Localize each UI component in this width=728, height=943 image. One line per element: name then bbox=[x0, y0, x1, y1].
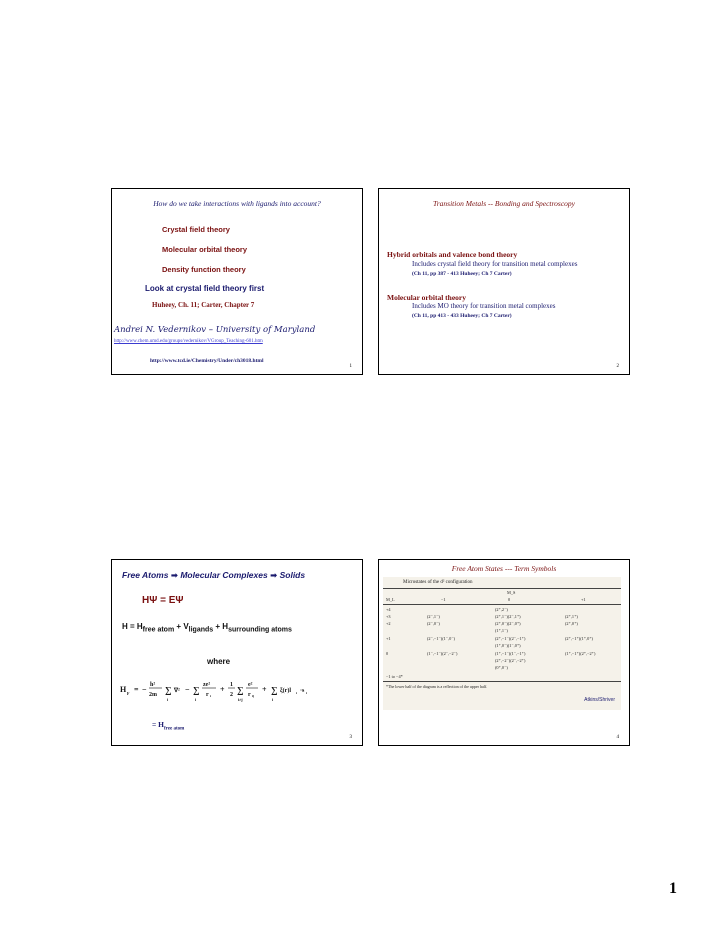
reference-link[interactable]: http://www.tcd.ie/Chemistry/Under/ch3018.html bbox=[150, 358, 264, 364]
arrow-icon: ➡ bbox=[270, 571, 278, 581]
slide-page-number: 4 bbox=[616, 735, 619, 740]
divider bbox=[383, 588, 621, 589]
svg-text:∑: ∑ bbox=[237, 685, 244, 695]
list-item: Crystal field theory bbox=[162, 225, 230, 234]
slide-3 bbox=[111, 559, 363, 746]
course-link[interactable]: http://www.chem.umd.edu/groups/vedernikov/VGroup_Teaching-601.htm bbox=[114, 339, 263, 344]
free-atom-label: = $H_{free atom}$ bbox=[152, 720, 185, 732]
svg-text:1: 1 bbox=[230, 682, 233, 688]
table-footnote: *The lower half of the diagram is a reflection of the upper half. bbox=[386, 684, 488, 689]
svg-text:+: + bbox=[262, 685, 267, 694]
svg-text:2m: 2m bbox=[149, 692, 157, 698]
section-heading: Molecular orbital theory bbox=[387, 293, 467, 302]
section-reference: (Ch 11, pp 413 - 433 Huheey; Ch 7 Carter) bbox=[412, 313, 512, 319]
table-header: 0 bbox=[508, 597, 511, 602]
slide-page-number: 2 bbox=[616, 364, 619, 369]
svg-text:∇²: ∇² bbox=[174, 688, 180, 694]
svg-text:F: F bbox=[127, 691, 130, 696]
slide-title bbox=[122, 570, 305, 581]
slide-title: Free Atom States --- Term Symbols bbox=[451, 564, 557, 573]
divider bbox=[383, 604, 621, 605]
svg-text:r: r bbox=[206, 692, 209, 698]
note-text: Look at crystal field theory first bbox=[145, 284, 265, 293]
svg-text:ξ(r)l: ξ(r)l bbox=[280, 688, 292, 694]
slide-page-number: 1 bbox=[349, 364, 352, 369]
svg-text:∑: ∑ bbox=[165, 685, 172, 695]
svg-text:i: i bbox=[167, 697, 169, 702]
table-header: −1 bbox=[441, 597, 446, 602]
svg-text:+: + bbox=[220, 685, 225, 694]
svg-text:·s: ·s bbox=[300, 688, 305, 694]
table-header-ms: M_S bbox=[507, 590, 516, 595]
schrodinger-equation: HΨ = EΨ bbox=[142, 595, 184, 606]
title-part: Solids bbox=[279, 570, 306, 580]
slide-title: Transition Metals -- Bonding and Spectroscopy bbox=[432, 199, 575, 208]
slide-page-number: 3 bbox=[349, 735, 352, 740]
svg-text:ze²: ze² bbox=[203, 682, 211, 688]
svg-text:i: i bbox=[272, 697, 274, 702]
section-subtext: Includes crystal field theory for transition metal complexes bbox=[412, 260, 578, 268]
svg-text:−: − bbox=[142, 685, 147, 694]
page-number: 1 bbox=[669, 880, 677, 897]
svg-text:r: r bbox=[248, 692, 251, 698]
svg-text:ij: ij bbox=[252, 694, 255, 698]
svg-text:i: i bbox=[306, 691, 307, 695]
slide-4 bbox=[378, 559, 630, 746]
title-part: Free Atoms bbox=[122, 570, 169, 580]
list-item: Molecular orbital theory bbox=[162, 245, 248, 254]
svg-text:−: − bbox=[185, 685, 190, 694]
svg-text:h²: h² bbox=[150, 682, 156, 688]
svg-text:e²: e² bbox=[248, 682, 253, 688]
svg-text:2: 2 bbox=[230, 692, 233, 698]
free-atom-hamiltonian-formula bbox=[120, 672, 360, 708]
divider bbox=[383, 681, 621, 682]
svg-text:=: = bbox=[134, 685, 139, 694]
table-header: +1 bbox=[581, 597, 586, 602]
svg-text:i: i bbox=[195, 697, 197, 702]
svg-text:∑: ∑ bbox=[193, 685, 200, 695]
svg-text:i: i bbox=[210, 694, 211, 698]
svg-text:H: H bbox=[120, 685, 127, 694]
section-subtext: Includes MO theory for transition metal complexes bbox=[412, 302, 556, 310]
svg-text:i≠j: i≠j bbox=[238, 697, 243, 702]
slide-1 bbox=[111, 188, 363, 375]
slide-2 bbox=[378, 188, 630, 375]
table-caption: Microstates of the d² configuration bbox=[403, 580, 473, 585]
arrow-icon: ➡ bbox=[170, 571, 178, 581]
reference-text: Huheey, Ch. 11; Carter, Chapter 7 bbox=[152, 301, 255, 309]
microstates-table-image: Microstates of the d² configuration M_S M_L −1 0 +1 +4 (2⁺,2⁻) +3 (2⁻,1⁻) (2⁺,1⁻)(2⁻,1⁺) (2⁺,1⁺) +2 (2⁻,0⁻) (2⁺,0⁻)(2⁻,0⁺) (2⁺,0⁺) (1⁺,1⁻) +1 (2⁻,−1⁻)(1⁻,0⁻) (2⁺,−1⁻)(2⁻,−1⁺) (2⁺,−1⁺)(1⁺,0⁺) (1⁺,0⁻)(1⁻,0⁺) 0 (1⁻,−1⁻)(2⁻,−2⁻) (1⁺,−1⁻)(1⁻,−1⁺) (1⁺,−1⁺)(2⁺,−2⁺) (2⁺,−2⁻)(2⁻,−2⁺) (0⁺,0⁻) −1 to −4* *The lower half of the diagram is a reflection of the upper half. bbox=[383, 577, 621, 710]
author-credit: Andrei N. Vedernikov – University of Maryland bbox=[114, 325, 316, 335]
svg-text:i: i bbox=[296, 691, 297, 695]
list-item: Density function theory bbox=[162, 265, 246, 274]
where-label: where bbox=[207, 657, 231, 666]
slide-title: How do we take interactions with ligands into account? bbox=[153, 199, 321, 208]
hamiltonian-equation: $H = H_{free atom} + V_{ligands} + H_{surrounding atoms}$ bbox=[122, 622, 292, 634]
section-heading: Hybrid orbitals and valence bond theory bbox=[387, 250, 518, 259]
table-header-ml: M_L bbox=[386, 597, 395, 602]
image-credit: Atkins/Shriver bbox=[584, 697, 615, 703]
section-reference: (Ch 11, pp 387 - 413 Huheey; Ch 7 Carter) bbox=[412, 271, 512, 277]
title-part: Molecular Complexes bbox=[180, 570, 268, 580]
svg-text:∑: ∑ bbox=[271, 685, 278, 695]
